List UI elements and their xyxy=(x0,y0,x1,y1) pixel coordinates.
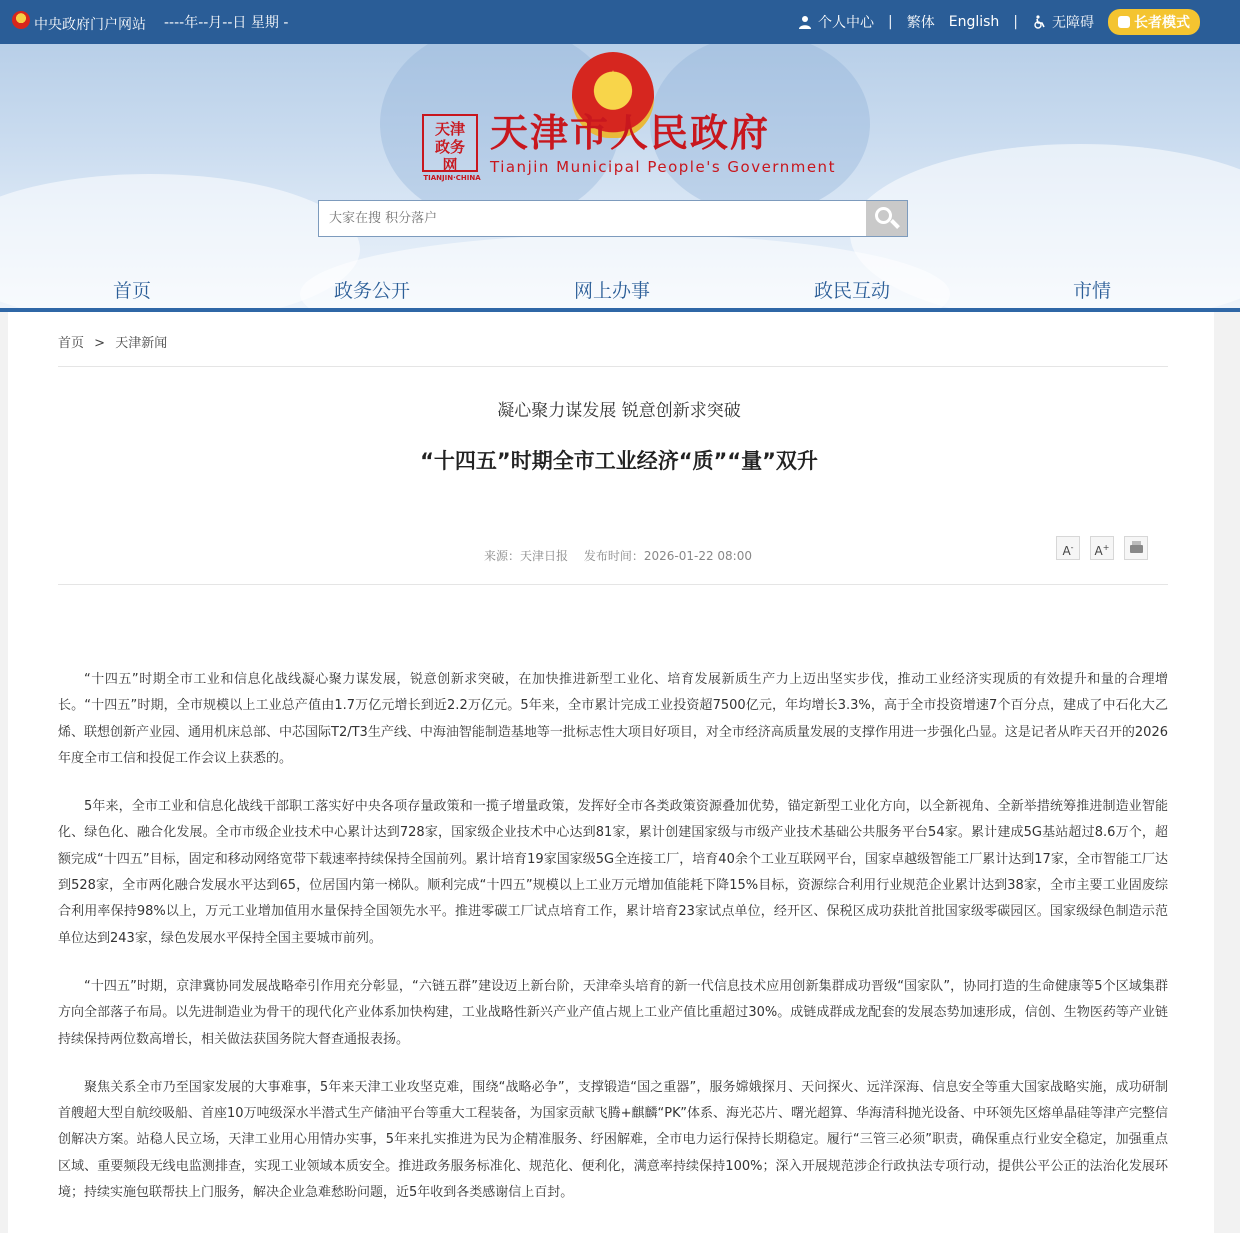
divider xyxy=(58,584,1168,585)
english-link[interactable]: English xyxy=(948,14,1000,30)
article-paragraph: “十四五”时期全市工业和信息化战线凝心聚力谋发展，锐意创新求突破，在加快推进新型工业化、培育发展新质生产力上迈出坚实步伐，推动工业经济实现质的有效提升和量的合理增长。“十四五”时期，全市规模以上工业总产值由1.7万亿元增长到近2.2万亿元。5年来，全市累计完成工业投资超7500亿元，年均增长3.3%，高于全市投资增速7个百分点，建成了中石化大乙烯、联想创新产业园、通用机床总部、中芯国际T2/T3生产线、中海油智能制造基地等一批标志性大项目好项目，对全市经济高质量发展的支撑作用进一步强化凸显。这是记者从昨天召开的2026年度全市工信和投促工作会议上获悉的。 xyxy=(58,672,1168,766)
site-title-cn: 天津市人民政府 xyxy=(490,110,771,155)
nav-item-home[interactable]: 首页 xyxy=(112,280,151,302)
main-nav xyxy=(0,276,1240,308)
article-paragraph: “十四五”时期，京津冀协同发展战略牵引作用充分彰显，“六链五群”建设迈上新台阶，天津牵头培育的新一代信息技术应用创新集群成功晋级“国家队”，协同打造的生命健康等5个区域集群方向全部落子布局。以先进制造业为骨干的现代化产业体系加快构建，工业战略性新兴产业产值占规上工业产值比重超过30%。成链成群成龙配套的发展态势加速形成，信创、生物医药等产业链持续保持两位数高增长，相关做法获国务院大督查通报表扬。 xyxy=(58,978,1168,1047)
logo-seal-wrap xyxy=(422,114,481,182)
article-title: “十四五”时期全市工业经济“质”“量”双升 xyxy=(420,449,818,473)
article-subtitle: 凝心聚力谋发展 锐意创新求突破 xyxy=(497,401,741,421)
logo-text xyxy=(490,110,836,176)
search-bar xyxy=(318,200,908,237)
breadcrumb-separator: > xyxy=(94,336,106,351)
font-increase-sup: + xyxy=(1102,543,1110,552)
breadcrumb-home[interactable]: 首页 xyxy=(58,336,85,351)
font-decrease-label: A xyxy=(1062,544,1071,558)
wheelchair-icon xyxy=(1032,15,1046,29)
logo-seal: 天津政务网 xyxy=(422,114,478,172)
site-logo[interactable] xyxy=(422,110,836,182)
personal-center-label: 个人中心 xyxy=(818,15,874,31)
separator: | xyxy=(888,14,893,30)
top-bar-left xyxy=(12,0,288,44)
font-decrease-button[interactable] xyxy=(1056,536,1080,560)
article-container xyxy=(8,312,1214,1233)
search-button[interactable] xyxy=(866,201,907,236)
gov-portal-label: 中央政府门户网站 xyxy=(34,16,146,33)
elder-mode-icon xyxy=(1118,16,1130,28)
breadcrumb xyxy=(58,332,173,351)
gov-portal-link[interactable] xyxy=(12,11,146,34)
search-icon-handle xyxy=(890,219,900,229)
site-title-en: Tianjin Municipal People's Government xyxy=(490,158,836,176)
article-published-time: 发布时间：2026-01-22 08:00 xyxy=(583,549,752,563)
separator: | xyxy=(1013,14,1018,30)
accessibility-link[interactable] xyxy=(1032,12,1094,32)
star-icon xyxy=(603,70,623,90)
nav-item-online-services[interactable]: 网上办事 xyxy=(573,280,650,302)
font-increase-label: A xyxy=(1094,544,1103,558)
top-bar xyxy=(0,0,1240,44)
nav-item-city-info[interactable]: 市情 xyxy=(1072,280,1111,302)
article-body xyxy=(58,667,1168,1228)
elder-mode-label: 长者模式 xyxy=(1134,15,1190,31)
accessibility-label: 无障碍 xyxy=(1052,15,1094,31)
font-increase-button[interactable] xyxy=(1090,536,1114,560)
article-tools xyxy=(1056,536,1148,560)
logo-seal-caption: TIANJIN·CHINA xyxy=(423,174,481,182)
printer-icon-body xyxy=(1130,545,1143,553)
top-bar-right xyxy=(798,0,1200,44)
personal-center-link[interactable] xyxy=(798,12,874,32)
print-button[interactable] xyxy=(1124,536,1148,560)
font-decrease-sup: - xyxy=(1070,543,1074,552)
content-area xyxy=(0,312,1240,1233)
article-paragraph: 聚焦关系全市乃至国家发展的大事难事，5年来天津工业攻坚克难，围绕“战略必争”，支撑锻造“国之重器”，服务嫦娥探月、天问探火、远洋深海、信息安全等重大国家战略实施，成功研制首艘超大型自航绞吸船、首座10万吨级深水半潜式生产储油平台等重大工程装备，为国家贡献飞腾+麒麟“PK”体系、海光芯片、曙光超算、华海清科抛光设备、中环领先区熔单晶硅等津产完整信创解决方案。站稳人民立场，天津工业用心用情办实事，5年来扎实推进为民为企精准服务、纾困解难，全市电力运行保持长期稳定。履行“三管三必须”职责，确保重点行业安全稳定，加强重点区域、重要频段无线电监测排查，实现工业领域本质安全。推进政务服务标准化、规范化、便利化，满意率持续保持100%；深入开展规范涉企行政执法专项行动，提供公平公正的法治化发展环境；持续实施包联帮扶上门服务，解决企业急难愁盼问题，近5年收到各类感谢信上百封。 xyxy=(58,1079,1168,1201)
user-icon xyxy=(798,15,812,29)
breadcrumb-current[interactable]: 天津新闻 xyxy=(115,336,168,351)
header-banner xyxy=(0,44,1240,308)
date-display: ----年--月--日 星期 - xyxy=(164,15,289,31)
article-meta xyxy=(484,547,764,564)
national-emblem-icon xyxy=(12,11,30,29)
article-paragraph: 5年来，全市工业和信息化战线干部职工落实好中央各项存量政策和一揽子增量政策，发挥好全市各类政策资源叠加优势，锚定新型工业化方向，以全新视角、全新举措统筹推进制造业智能化、绿色化、融合化发展。全市市级企业技术中心累计达到728家，国家级企业技术中心达到81家，累计创建国家级与市级产业技术基础公共服务平台54家。累计建成5G基站超过8.6万个，超额完成“十四五”目标，固定和移动网络宽带下载速率持续保持全国前列。累计培育19家国家级5G全连接工厂，培育40余个工业互联网平台，国家卓越级智能工厂累计达到17家，全市智能工厂达到528家，全市两化融合发展水平达到65，位居国内第一梯队。顺利完成“十四五”规模以上工业万元增加值能耗下降15%目标，资源综合利用行业规范企业累计达到38家，全市主要工业固废综合利用率保持98%以上，万元工业增加值用水量保持全国领先水平。推进零碳工厂试点培育工作，累计培育23家试点单位，经开区、保税区成功获批首批国家级零碳园区。国家级绿色制造示范单位达到243家，绿色发展水平保持全国主要城市前列。 xyxy=(58,799,1168,946)
divider xyxy=(58,366,1168,367)
nav-item-gov-affairs[interactable]: 政务公开 xyxy=(333,280,410,302)
traditional-chinese-link[interactable]: 繁体 xyxy=(906,15,935,31)
search-input[interactable] xyxy=(319,201,867,236)
elder-mode-button[interactable] xyxy=(1108,9,1200,35)
article-source: 来源：天津日报 xyxy=(484,549,569,563)
nav-item-interaction[interactable]: 政民互动 xyxy=(813,280,890,302)
